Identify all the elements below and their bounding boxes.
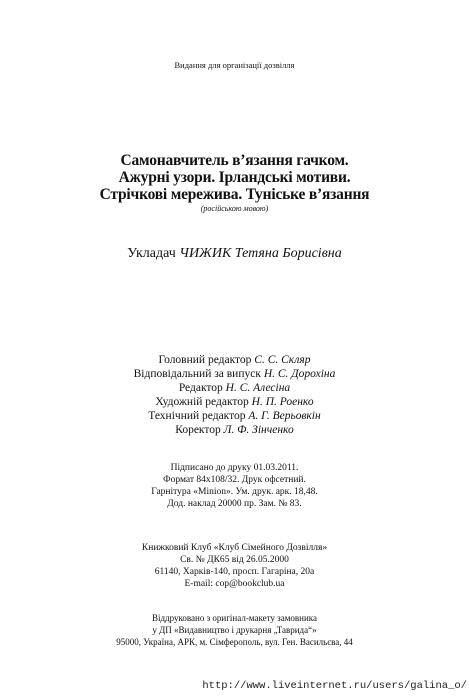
staff-role: Головний редактор — [158, 354, 252, 366]
staff-person: Л. Ф. Зінченко — [223, 424, 294, 436]
publisher-line: Книжковий Клуб «Клуб Сімейного Дозвілля» — [141, 543, 328, 553]
staff-line — [0, 423, 469, 437]
book-title — [0, 152, 469, 214]
print-info-line: Формат 84x108/32. Друк офсетний. — [163, 475, 306, 485]
compiler-name: ЧИЖИК Тетяна Борисівна — [179, 246, 342, 261]
staff-role: Коректор — [175, 424, 221, 436]
staff-role: Редактор — [178, 382, 223, 394]
compiler-role: Укладач — [127, 246, 176, 261]
publisher-email: E-mail: cop@bookclub.ua — [184, 579, 285, 589]
print-info-line: Дод. наклад 20000 пр. Зам. № 83. — [167, 499, 302, 509]
printer-line: Віддруковано з оригінал-макету замовника — [151, 613, 318, 623]
printer-address: 95000, Україна, АРК, м. Сімферополь, вул. Ген. Васильєва, 44 — [116, 637, 353, 647]
publisher-line: 61140, Харків-140, просп. Гагаріна, 20а — [154, 567, 315, 577]
staff-line — [0, 381, 469, 395]
staff-line — [0, 353, 469, 367]
print-info — [0, 462, 469, 510]
title-line: Стрічкові мережива. Туніське в’язання — [99, 186, 370, 203]
staff-role: Художній редактор — [155, 396, 249, 408]
staff-line — [0, 395, 469, 409]
staff-line — [0, 367, 469, 381]
compiler-line — [0, 246, 469, 262]
printer-line: у ДП «Видавництво і друкарня „Таврида“» — [152, 625, 317, 635]
publisher-info — [0, 542, 469, 590]
staff-person: Н. С. Алесіна — [225, 382, 291, 394]
language-note: (російською мовою) — [200, 204, 269, 213]
staff-role: Відповідальний за випуск — [133, 368, 261, 380]
print-info-line: Гарнітура «Minion». Ум. друк. арк. 18,48. — [151, 487, 318, 497]
staff-person: А. Г. Верьовкін — [248, 410, 321, 422]
source-watermark: http://www.liveinternet.ru/users/galina_o/ — [202, 680, 467, 692]
publisher-line: Св. № ДК65 від 26.05.2000 — [180, 555, 289, 565]
print-info-line: Підписано до друку 01.03.2011. — [170, 463, 299, 473]
edition-note: Видання для організації дозвілля — [174, 60, 295, 70]
staff-person: Н. П. Роенко — [251, 396, 314, 408]
title-line: Ажурні узори. Ірландські мотиви. — [118, 169, 351, 186]
title-line: Самонавчитель в’язання гачком. — [120, 152, 349, 169]
editorial-staff — [0, 353, 469, 437]
staff-line — [0, 409, 469, 423]
staff-role: Технічний редактор — [148, 410, 246, 422]
staff-person: С. С. Скляр — [254, 354, 311, 366]
staff-person: Н. С. Дорохіна — [263, 368, 336, 380]
printer-info — [0, 612, 469, 648]
